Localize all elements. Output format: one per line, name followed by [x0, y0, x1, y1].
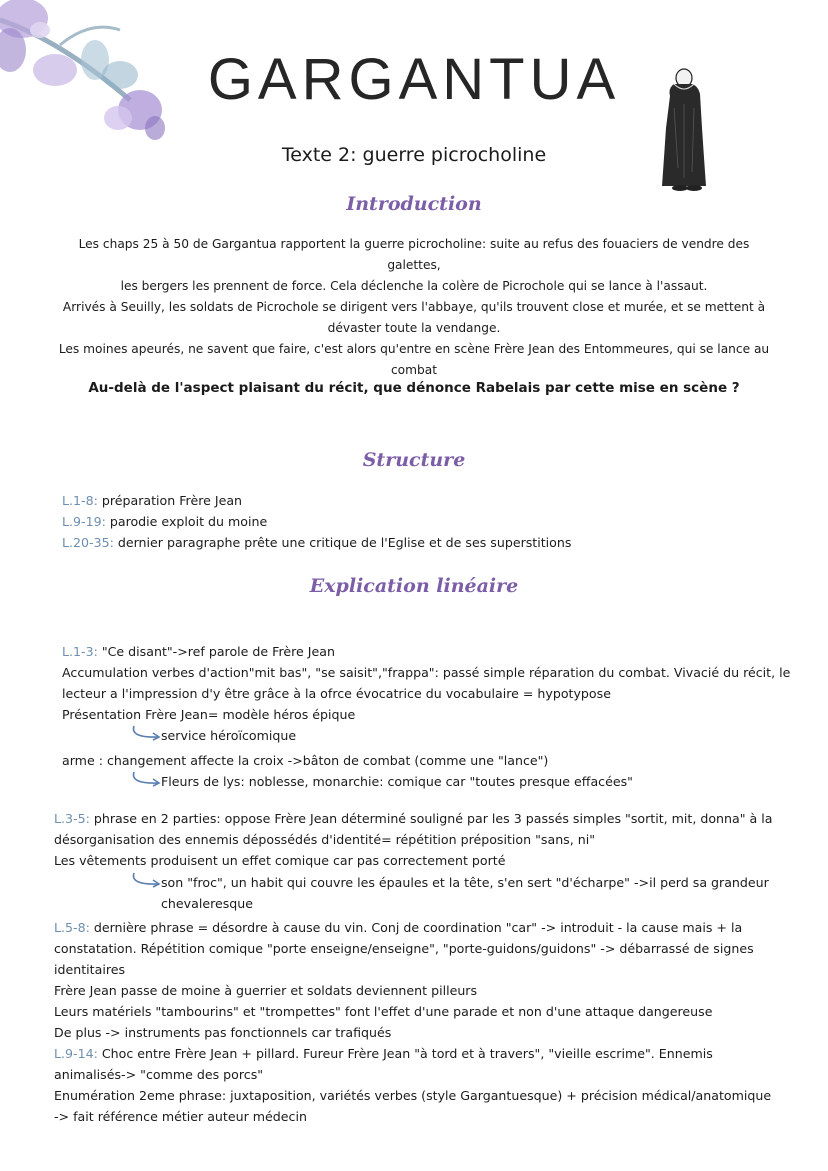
- explication-line: Présentation Frère Jean= modèle héros épique: [62, 707, 356, 722]
- explication-subline: son "froc", un habit qui couvre les épaules et la tête, s'en sert "d'écharpe" ->il perd sa grandeur: [161, 875, 769, 890]
- explication-line: animalisés-> "comme des porcs": [54, 1067, 264, 1082]
- structure-item: L.9-19: parodie exploit du moine: [62, 514, 268, 529]
- curved-arrow-icon: [128, 871, 162, 889]
- explication-line: De plus -> instruments pas fonctionnels car trafiqués: [54, 1025, 392, 1040]
- intro-line: Les chaps 25 à 50 de Gargantua rapportent la guerre picrocholine: suite au refus des fouaciers de vendre des galettes,: [78, 237, 750, 272]
- introduction-heading: Introduction: [346, 193, 482, 215]
- structure-item: L.1-8: préparation Frère Jean: [62, 493, 243, 508]
- intro-line: Arrivés à Seuilly, les soldats de Picrochole se dirigent vers l'abbaye, qu'ils trouvent close et murée, et se mettent à: [62, 300, 766, 314]
- page-title: GARGANTUA: [207, 47, 621, 112]
- explication-line: arme : changement affecte la croix ->bâton de combat (comme une "lance"): [62, 753, 549, 768]
- introduction-text: [56, 234, 772, 381]
- explication-line: constatation. Répétition comique "porte enseigne/enseigne", "porte-guidons/guidons" -> débarrassé de signes: [54, 941, 754, 956]
- explication-subline: chevaleresque: [161, 896, 254, 911]
- curved-arrow-icon: [128, 770, 162, 788]
- structure-heading: Structure: [362, 449, 466, 471]
- explication-subline: service héroïcomique: [161, 728, 297, 743]
- intro-line: combat: [390, 363, 437, 377]
- intro-line: dévaster toute la vendange.: [327, 321, 501, 335]
- explication-line: Enumération 2eme phrase: juxtaposition, variétés verbes (style Gargantuesque) + précision médical/anatomique: [54, 1088, 772, 1103]
- explication-line: L.5-8: dernière phrase = désordre à cause du vin. Conj de coordination "car" -> introduit - la cause mais + la: [54, 920, 743, 935]
- structure-item: L.20-35: dernier paragraphe prête une critique de l'Eglise et de ses superstitions: [62, 535, 572, 550]
- explication-line: désorganisation des ennemis dépossédés d'identité= répétition préposition "sans, ni": [54, 832, 596, 847]
- problematic-question: Au-delà de l'aspect plaisant du récit, que dénonce Rabelais par cette mise en scène ?: [88, 380, 740, 396]
- explication-line: Frère Jean passe de moine à guerrier et soldats deviennent pilleurs: [54, 983, 478, 998]
- explication-subline: Fleurs de lys: noblesse, monarchie: comique car "toutes presque effacées": [161, 774, 633, 789]
- intro-line: Les moines apeurés, ne savent que faire, c'est alors qu'entre en scène Frère Jean des Entommeures, qui se lance au: [58, 342, 770, 356]
- explication-line: identitaires: [54, 962, 126, 977]
- explication-line: Les vêtements produisent un effet comique car pas correctement porté: [54, 853, 506, 868]
- explication-heading: Explication linéaire: [309, 575, 519, 597]
- page-subtitle: Texte 2: guerre picrocholine: [281, 144, 547, 166]
- explication-line: L.1-3: "Ce disant"->ref parole de Frère Jean: [62, 644, 335, 659]
- intro-line: les bergers les prennent de force. Cela déclenche la colère de Picrochole qui se lance à l'assaut.: [120, 279, 708, 293]
- explication-line: Accumulation verbes d'action"mit bas", "se saisit","frappa": passé simple réparation du combat. Vivacié du récit, le: [62, 665, 791, 680]
- explication-line: Leurs matériels "tambourins" et "trompettes" font l'effet d'une parade et non d'une attaque dangereuse: [54, 1004, 713, 1019]
- explication-line: L.9-14: Choc entre Frère Jean + pillard. Fureur Frère Jean "à tord et à travers", "vieille escrime". Ennemis: [54, 1046, 713, 1061]
- explication-line: L.3-5: phrase en 2 parties: oppose Frère Jean déterminé souligné par les 3 passés simples "sortit, mit, donna" à la: [54, 811, 773, 826]
- curved-arrow-icon: [128, 724, 162, 742]
- explication-line: -> fait référence métier auteur médecin: [54, 1109, 307, 1124]
- explication-line: lecteur a l'impression d'y être grâce à la ofrce évocatrice du vocabulaire = hypotypose: [62, 686, 611, 701]
